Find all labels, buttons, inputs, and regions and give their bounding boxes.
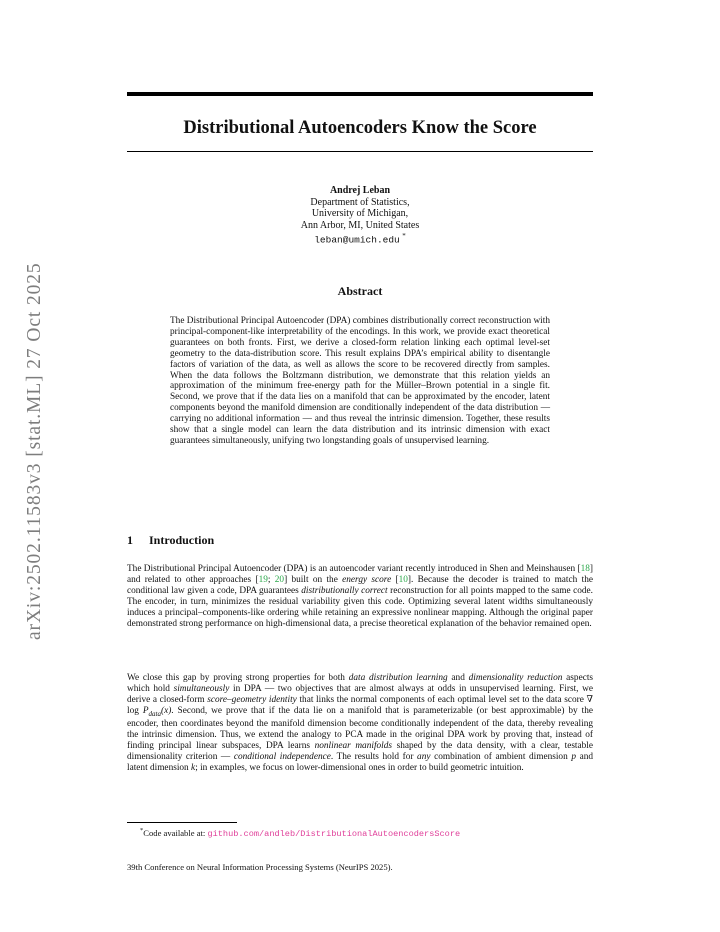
email-footnote-marker: * xyxy=(402,232,406,241)
footnote-label: Code available at: xyxy=(143,827,208,838)
title-top-rule xyxy=(127,92,593,96)
title-bottom-rule xyxy=(127,151,593,152)
footnote-marker: * xyxy=(140,827,144,834)
citation-link[interactable]: 18 xyxy=(580,564,590,574)
author-location: Ann Arbor, MI, United States xyxy=(300,219,420,231)
author-block xyxy=(127,185,593,246)
section-title: Introduction xyxy=(149,533,215,547)
math-symbol: P xyxy=(142,705,149,716)
footnote-rule xyxy=(127,822,237,823)
emphasis: distributionally correct xyxy=(301,585,388,596)
abstract-heading: Abstract xyxy=(337,284,383,298)
conference-footer: 39th Conference on Neural Information Processing Systems (NeurIPS 2025). xyxy=(127,862,393,872)
citation-link[interactable]: 10 xyxy=(398,574,408,585)
math-symbol: k xyxy=(191,763,196,774)
intro-paragraph-1: The Distributional Principal Autoencoder (DPA) is an autoencoder variant recently introduced in Shen and Meinshausen [18] and related to other approaches [19; 20] built on the energy score [10]. Because the decoder is trained to match the conditional law given a code, DPA guarantees distributionally correct reconstruction for all points mapped to the same code. The encoder, in turn, minimizes the residual variability given this code. Optimizing several latent widths simultaneously induces a principal–components-like ordering while retaining an expressive nonlinear mapping. Although the original paper demonstrated strong performance on high-dimensional data, a precise theoretical explanation of the behavior remained open. xyxy=(127,564,593,629)
arxiv-identifier: arXiv:2502.11583v3 [stat.ML] 27 Oct 2025 xyxy=(24,262,45,640)
author-email[interactable]: leban@umich.edu xyxy=(314,234,400,246)
emphasis: dimensionality reduction xyxy=(468,673,563,683)
math-symbol: p xyxy=(571,752,576,763)
emphasis: data distribution learning xyxy=(348,673,448,683)
math-subscript: data xyxy=(148,709,161,718)
emphasis: energy score xyxy=(342,574,392,585)
author-name: Andrej Leban xyxy=(329,185,391,196)
section-number: 1 xyxy=(127,533,133,547)
emphasis: any xyxy=(417,752,431,763)
emphasis: nonlinear manifolds xyxy=(314,741,393,752)
emphasis: score–geometry identity xyxy=(207,694,297,705)
code-link[interactable]: github.com/andleb/DistributionalAutoencodersScore xyxy=(207,828,461,839)
math-argument: (x) xyxy=(160,705,172,716)
paper-title: Distributional Autoencoders Know the Score xyxy=(183,118,537,138)
citation-link[interactable]: 20 xyxy=(274,574,285,585)
emphasis: conditional independence xyxy=(233,752,331,763)
emphasis: simultaneously xyxy=(173,683,230,694)
author-department: Department of Statistics, xyxy=(310,196,410,208)
section-heading xyxy=(127,533,214,547)
citation-link[interactable]: 19 xyxy=(258,574,268,585)
footnote xyxy=(140,825,460,840)
intro-paragraph-2: We close this gap by proving strong properties for both data distribution learning and dimensionality reduction aspects which hold simultaneously in DPA — two objectives that are almost always at odds in unsupervised learning. First, we derive a closed-form score–geometry identity that links the normal components of each optimal level set to the data score ∇ $\log P_{data}(x)$. Second, we prove that if the data lie on a manifold that is parameterizable (or best approximable) by the encoder, then coordinates beyond the manifold dimension become conditionally independent of the data, thereby revealing the intrinsic dimension. Thus, we extend the analogy to PCA made in the original DPA work by proving that, instead of finding principal linear subspaces, DPA learns nonlinear manifolds shaped by the data density, with a clear, testable dimensionality criterion — conditional independence. The results hold for any combination of ambient dimension p and latent dimension k; in examples, we focus on lower-dimensional ones in order to build geometric intuition. xyxy=(127,673,594,774)
abstract-text: The Distributional Principal Autoencoder (DPA) combines distributionally correct reconstruction with principal-component-like interpretability of the encodings. In this work, we provide exact theoretical guarantees on both fronts. First, we derive a closed-form relation linking each optimal level-set geometry to the data-distribution score. This result explains DPA’s empirical ability to disentangle factors of variation of the data, as well as allows the score to be recovered directly from samples. When the data follows the Boltzmann distribution, we demonstrate that this relation yields an approximation of the minimum free-energy path for the Müller–Brown potential in a single fit. Second, we prove that if the data lies on a manifold that can be approximated by the encoder, latent components beyond the manifold dimension are conditionally independent of the data distribution — carrying no additional information — and thus reveal the intrinsic dimension. Together, these results show that a single model can learn the data distribution and its intrinsic dimension with exact guarantees simultaneously, unifying two longstanding goals of unsupervised learning. xyxy=(170,316,550,446)
author-university: University of Michigan, xyxy=(311,208,409,220)
